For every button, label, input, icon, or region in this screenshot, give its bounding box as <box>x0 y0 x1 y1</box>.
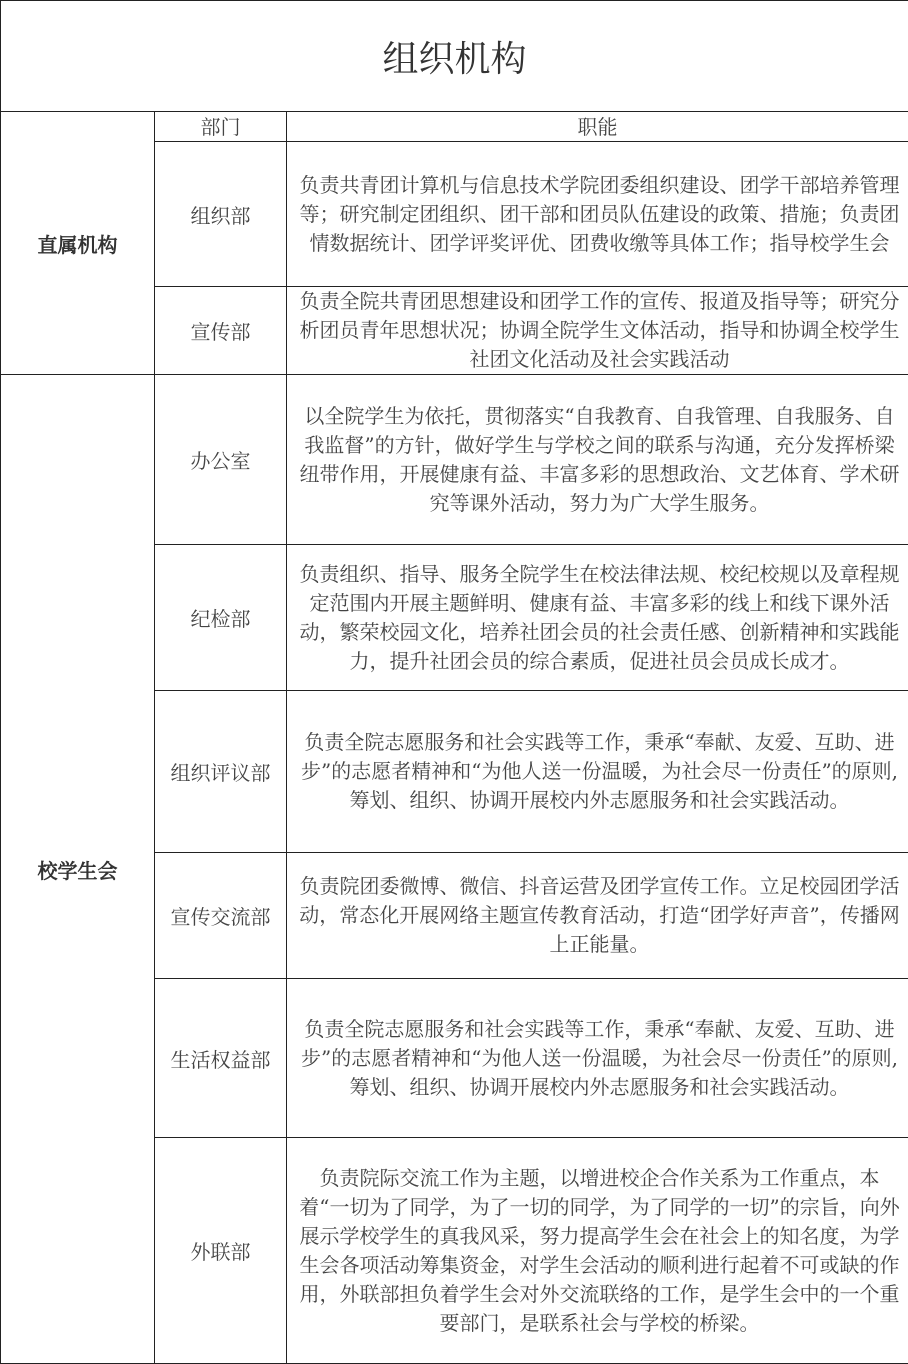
dept-name: 生活权益部 <box>155 979 287 1138</box>
dept-description: 负责全院志愿服务和社会实践等工作，秉承“奉献、友爱、互助、进步”的志愿者精神和“为他人送一份温暖，为社会尽一份责任”的原则,筹划、组织、协调开展校内外志愿服务和社会实践活动。 <box>287 691 908 853</box>
dept-description: 负责院际交流工作为主题，以增进校企合作关系为工作重点，本着“一切为了同学，为了一切的同学，为了同学的一切”的宗旨，向外展示学校学生的真我风采，努力提高学生会在社会上的知名度，为学生会各项活动筹集资金，对学生会活动的顺利进行起着不可或缺的作用，外联部担负着学生会对外交流联络的工作，是学生会中的一个重要部门，是联系社会与学校的桥梁。 <box>287 1138 908 1364</box>
header-duty: 职能 <box>287 112 908 142</box>
dept-name: 办公室 <box>155 375 287 545</box>
dept-description: 负责共青团计算机与信息技术学院团委组织建设、团学干部培养管理等；研究制定团组织、团干部和团员队伍建设的政策、措施；负责团情数据统计、团学评奖评优、团费收缴等具体工作；指导校学生会 <box>287 142 908 287</box>
dept-name: 宣传交流部 <box>155 853 287 979</box>
dept-name: 纪检部 <box>155 545 287 691</box>
dept-name: 宣传部 <box>155 287 287 375</box>
dept-name: 组织部 <box>155 142 287 287</box>
page-title: 组织机构 <box>1 1 908 112</box>
dept-name: 组织评议部 <box>155 691 287 853</box>
dept-description: 负责院团委微博、微信、抖音运营及团学宣传工作。立足校园团学活动，常态化开展网络主题宣传教育活动，打造“团学好声音”，传播网上正能量。 <box>287 853 908 979</box>
group-name-direct: 直属机构 <box>1 112 155 375</box>
group-name-student-union: 校学生会 <box>1 375 155 1364</box>
header-dept: 部门 <box>155 112 287 142</box>
dept-description: 以全院学生为依托，贯彻落实“自我教育、自我管理、自我服务、自我监督”的方针，做好学生与学校之间的联系与沟通，充分发挥桥梁纽带作用，开展健康有益、丰富多彩的思想政治、文艺体育、学术研究等课外活动，努力为广大学生服务。 <box>287 375 908 545</box>
dept-description: 负责全院共青团思想建设和团学工作的宣传、报道及指导等；研究分析团员青年思想状况；协调全院学生文体活动，指导和协调全校学生社团文化活动及社会实践活动 <box>287 287 908 375</box>
dept-description: 负责组织、指导、服务全院学生在校法律法规、校纪校规以及章程规定范围内开展主题鲜明、健康有益、丰富多彩的线上和线下课外活动，繁荣校园文化，培养社团会员的社会责任感、创新精神和实践能力，提升社团会员的综合素质，促进社员会员成长成才。 <box>287 545 908 691</box>
dept-description: 负责全院志愿服务和社会实践等工作，秉承“奉献、友爱、互助、进步”的志愿者精神和“为他人送一份温暖，为社会尽一份责任”的原则,筹划、组织、协调开展校内外志愿服务和社会实践活动。 <box>287 979 908 1138</box>
dept-name: 外联部 <box>155 1138 287 1364</box>
